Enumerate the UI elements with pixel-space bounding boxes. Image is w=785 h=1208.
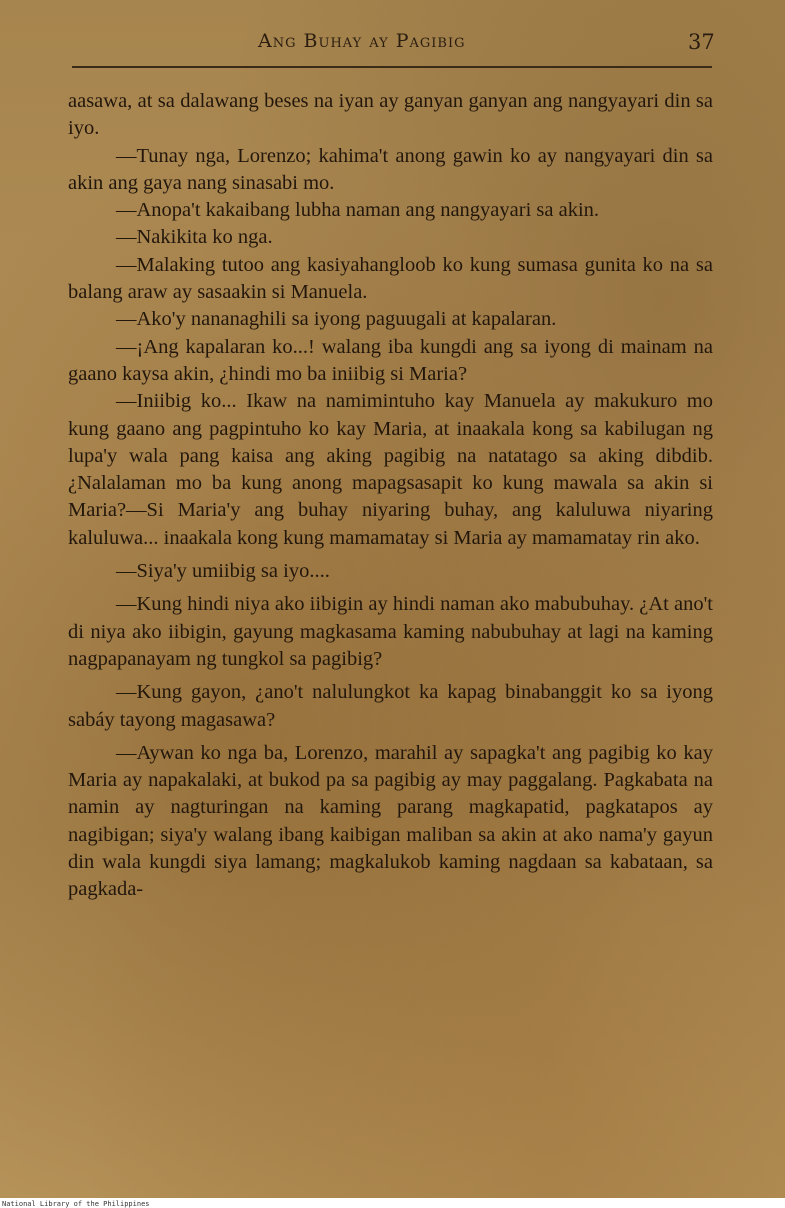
paragraph: —¡Ang kapalaran ko...! walang iba kungdi ang sa iyong di mainam na gaano kaysa akin, ¿hindi mo ba iniibig si Maria?: [68, 335, 713, 385]
paragraph-continued: aasawa, at sa dalawang beses na iyan ay ganyan ganyan ang nangyayari din sa iyo.: [68, 90, 713, 140]
paragraph: —Ako'y nananaghili sa iyong paguugali at kapalaran.: [116, 308, 557, 331]
paragraph: —Kung gayon, ¿ano't nalulungkot ka kapag binabanggit ko sa iyong sabáy tayong magasawa?: [68, 681, 713, 731]
paragraph: —Tunay nga, Lorenzo; kahima't anong gawin ko ay nangyayari din sa akin ang gaya nang sinasabi mo.: [68, 144, 713, 194]
header-rule: [72, 66, 712, 68]
paragraph: —Siya'y umiibig sa iyo....: [116, 560, 330, 583]
paragraph: —Anopa't kakaibang lubha naman ang nangyayari sa akin.: [116, 199, 600, 222]
running-title: Ang Buhay ay Pagibig: [258, 30, 466, 52]
library-credit: National Library of the Philippines: [2, 1200, 150, 1208]
page-number: 37: [688, 30, 715, 54]
paragraph: —Malaking tutoo ang kasiyahangloob ko kung sumasa gunita ko na sa balang araw ay sasaakin si Manuela.: [68, 253, 713, 304]
paragraph: —Aywan ko nga ba, Lorenzo, marahil ay sapagka't ang pagibig ko kay Maria ay napakalaki, at bukod pa sa pagibig ay may paggalang. Pagkabata na namin ay nagturingan na kaming parang magkapatid, pagkatapos ay nagibigan; siya'y walang ibang kaibigan maliban sa akin at ako nama'y gayun din wala kungdi siya lamang; magkalukob kaming nagdaan sa kabataan, sa pagkada-: [68, 741, 713, 901]
page-body: [68, 88, 713, 904]
paragraph: —Kung hindi niya ako iibigin ay hindi naman ako mabubuhay. ¿At ano't di niya ako iibigin, gayung magkasama kaming nabubuhay at lagi na kaming nagpapanayam ng tungkol sa pagibig?: [68, 593, 713, 670]
paragraph: —Nakikita ko nga.: [116, 226, 273, 249]
paragraph: —Iniibig ko... Ikaw na namimintuho kay Manuela ay makukuro mo kung gaano ang pagpintuho ko kay Maria, at inaakala kong sa kabilugan ng lupa'y wala pang kaisa ang aking pagibig na natatago sa aking dibdib. ¿Nalalaman mo ba kung anong mapagsasapit ko kung mawala sa akin si Maria?—Si Maria'y ang buhay niyaring buhay, ang kaluluwa niyaring kaluluwa... inaakala kong kung mamamatay si Maria ay mamamatay rin ako.: [68, 390, 713, 549]
